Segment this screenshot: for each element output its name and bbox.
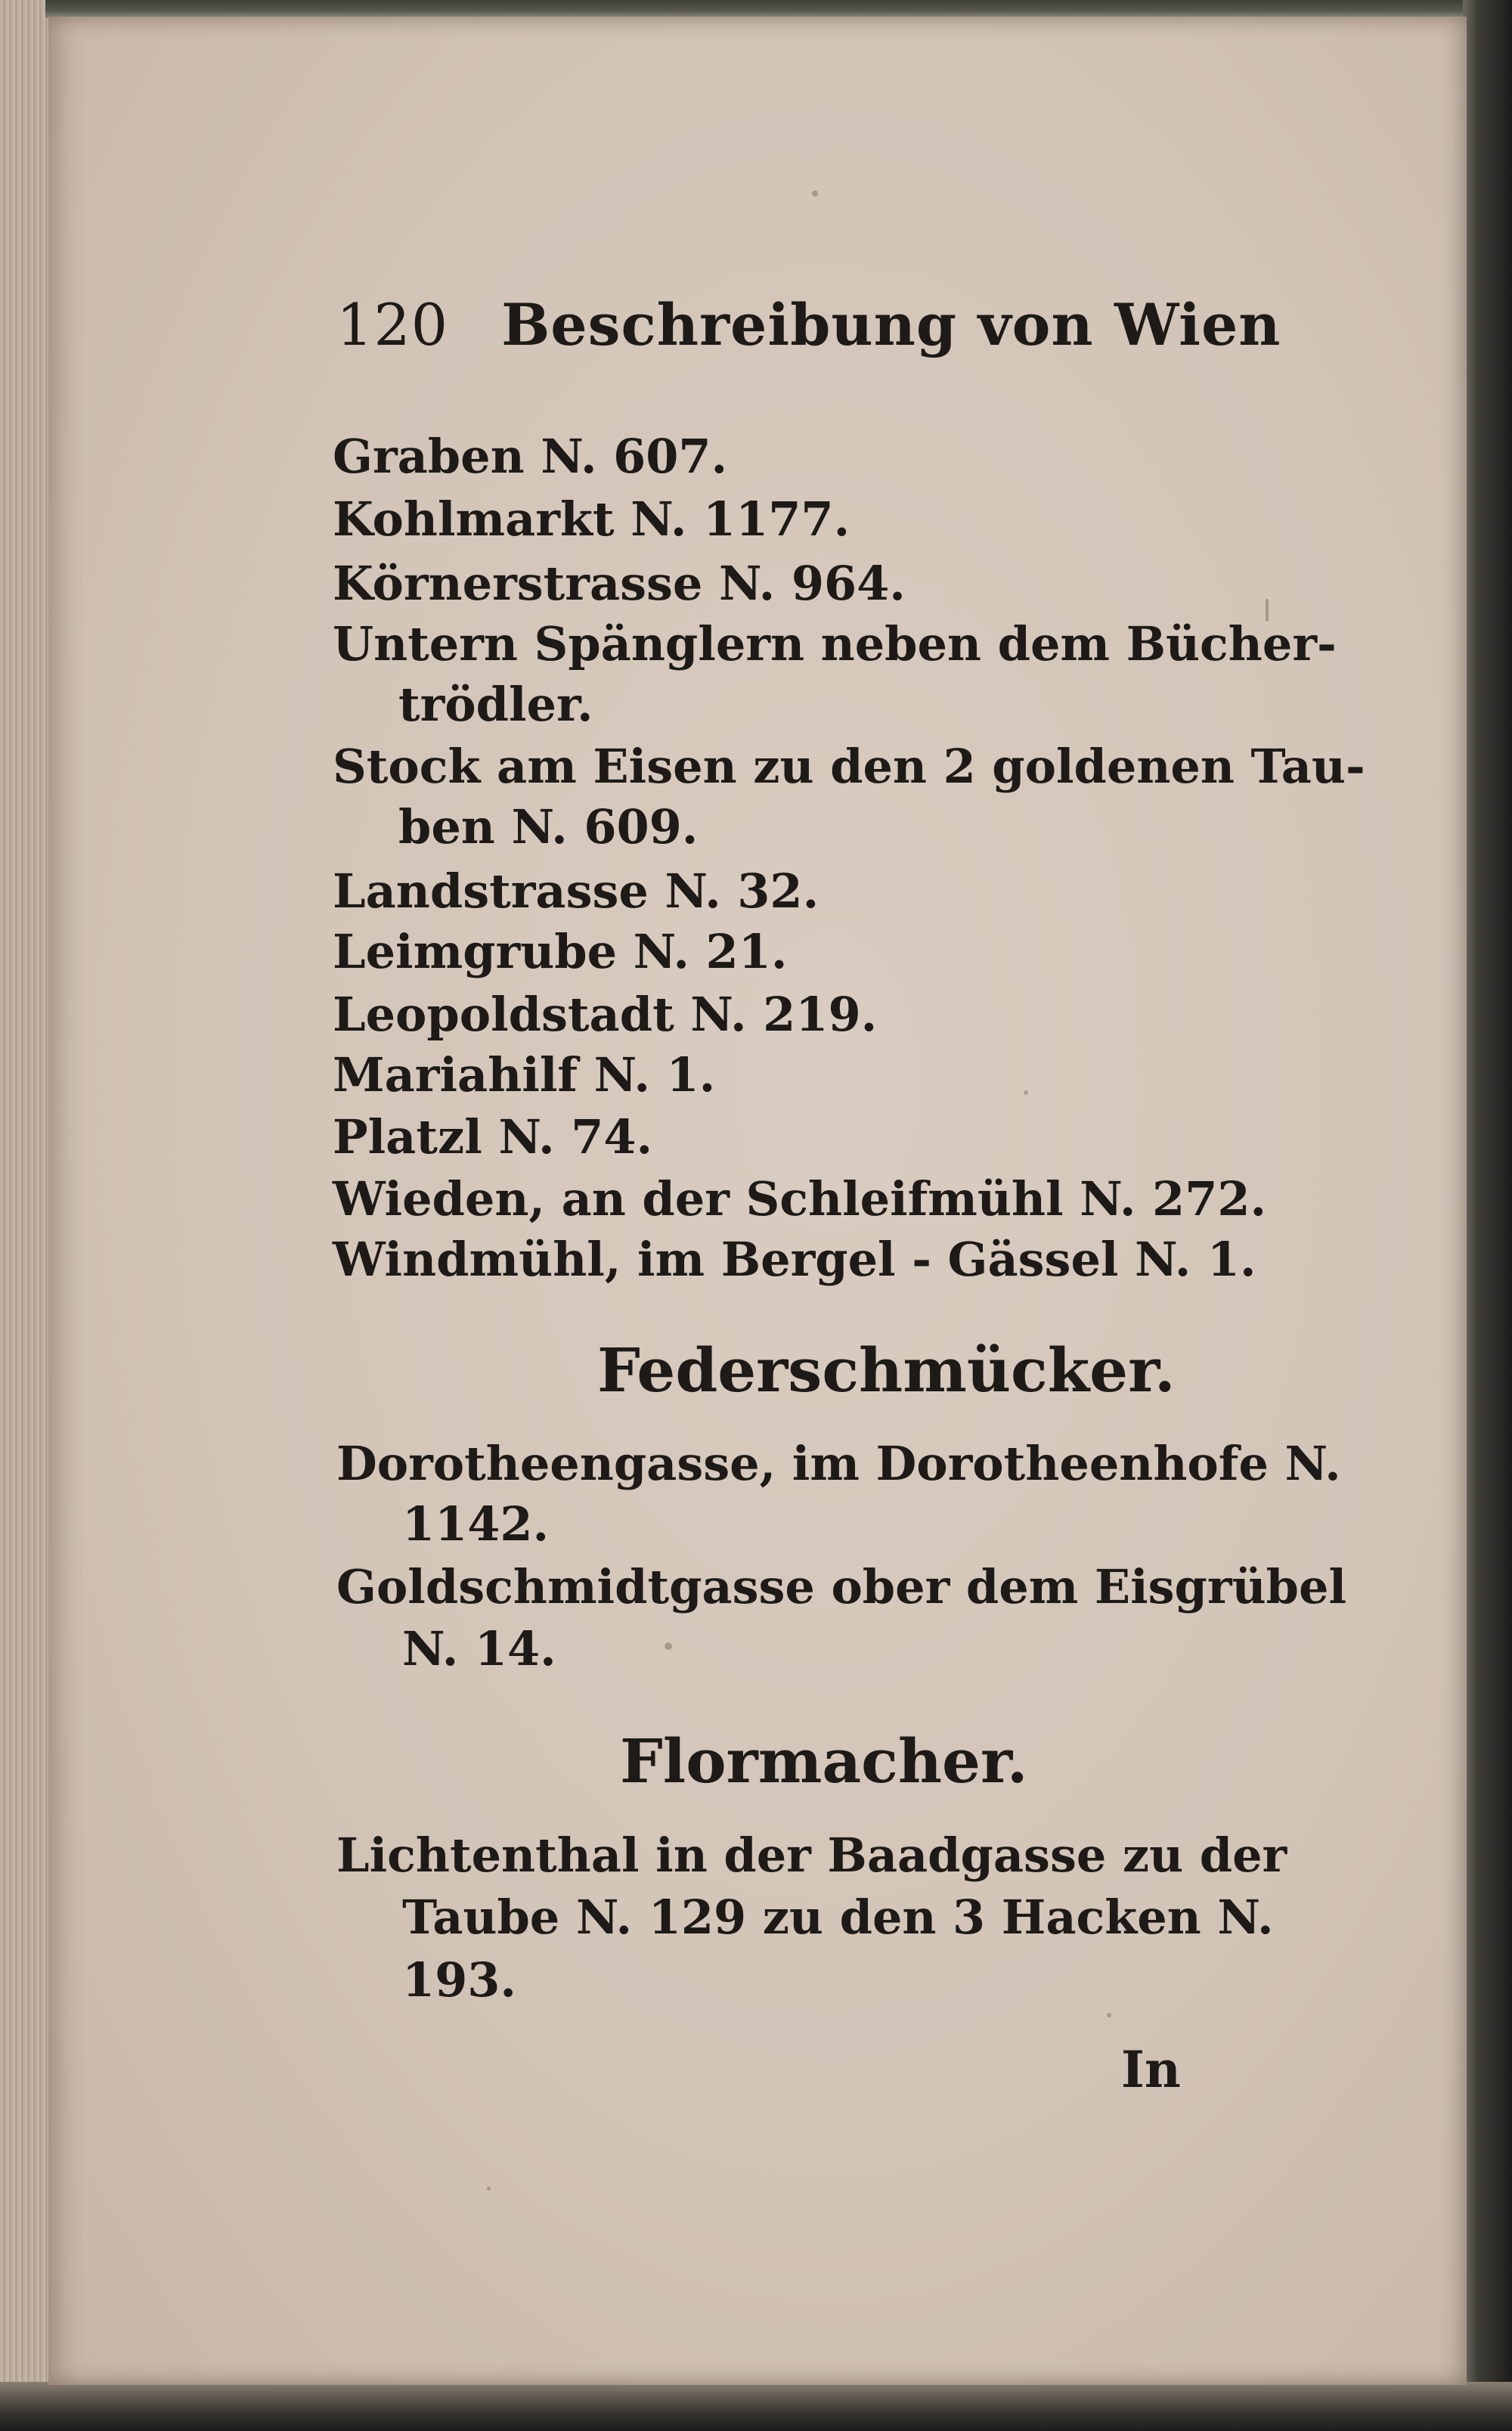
list-item: Leopoldstadt N. 219. xyxy=(333,987,878,1042)
list-item: Leimgrube N. 21. xyxy=(333,924,788,979)
list-item-continuation: N. 14. xyxy=(402,1621,556,1676)
list-item: Platzl N. 74. xyxy=(333,1109,653,1164)
paper-speck xyxy=(1107,2013,1111,2017)
list-item: Lichtenthal in der Baadgasse zu der xyxy=(336,1828,1287,1883)
list-item: Stock am Eisen zu den 2 goldenen Tau- xyxy=(333,739,1365,794)
list-item-continuation: ben N. 609. xyxy=(398,799,699,854)
book-cover-top-edge xyxy=(45,0,1467,18)
running-title: Beschreibung von Wien xyxy=(501,291,1281,358)
section-heading-federschmucker: Federschmücker. xyxy=(597,1335,1176,1406)
page-number: 120 xyxy=(336,291,449,358)
paper-speck xyxy=(487,2187,491,2191)
list-item: Goldschmidtgasse ober dem Eisgrübel xyxy=(336,1559,1346,1614)
list-item-continuation: Taube N. 129 zu den 3 Hacken N. xyxy=(402,1890,1274,1945)
list-item-continuation: 1142. xyxy=(402,1496,550,1552)
list-item: Landstrasse N. 32. xyxy=(333,864,820,919)
list-item: Mariahilf N. 1. xyxy=(333,1047,716,1102)
list-item: Wieden, an der Schleifmühl N. 272. xyxy=(333,1171,1267,1226)
paper-speck xyxy=(1024,1090,1028,1095)
book-bottom-edge xyxy=(0,2382,1512,2431)
paper-speck xyxy=(665,1642,672,1650)
catchword: In xyxy=(1121,2040,1181,2099)
list-item: Graben N. 607. xyxy=(333,429,728,484)
list-item: Kohlmarkt N. 1177. xyxy=(333,491,850,547)
list-item-continuation: 193. xyxy=(402,1952,517,2008)
stacked-page-edges xyxy=(0,0,53,2431)
list-item: Windmühl, im Bergel - Gässel N. 1. xyxy=(333,1232,1256,1287)
running-header xyxy=(336,291,1281,358)
list-item: Untern Spänglern neben dem Bücher- xyxy=(333,616,1337,671)
list-item: Körnerstrasse N. 964. xyxy=(333,556,906,611)
list-item: Dorotheengasse, im Dorotheenhofe N. xyxy=(336,1436,1341,1491)
paper-speck xyxy=(812,191,818,197)
list-item-continuation: trödler. xyxy=(398,677,593,732)
binding-gutter-shadow xyxy=(1463,0,1512,2431)
section-heading-flormacher: Flormacher. xyxy=(620,1726,1028,1797)
